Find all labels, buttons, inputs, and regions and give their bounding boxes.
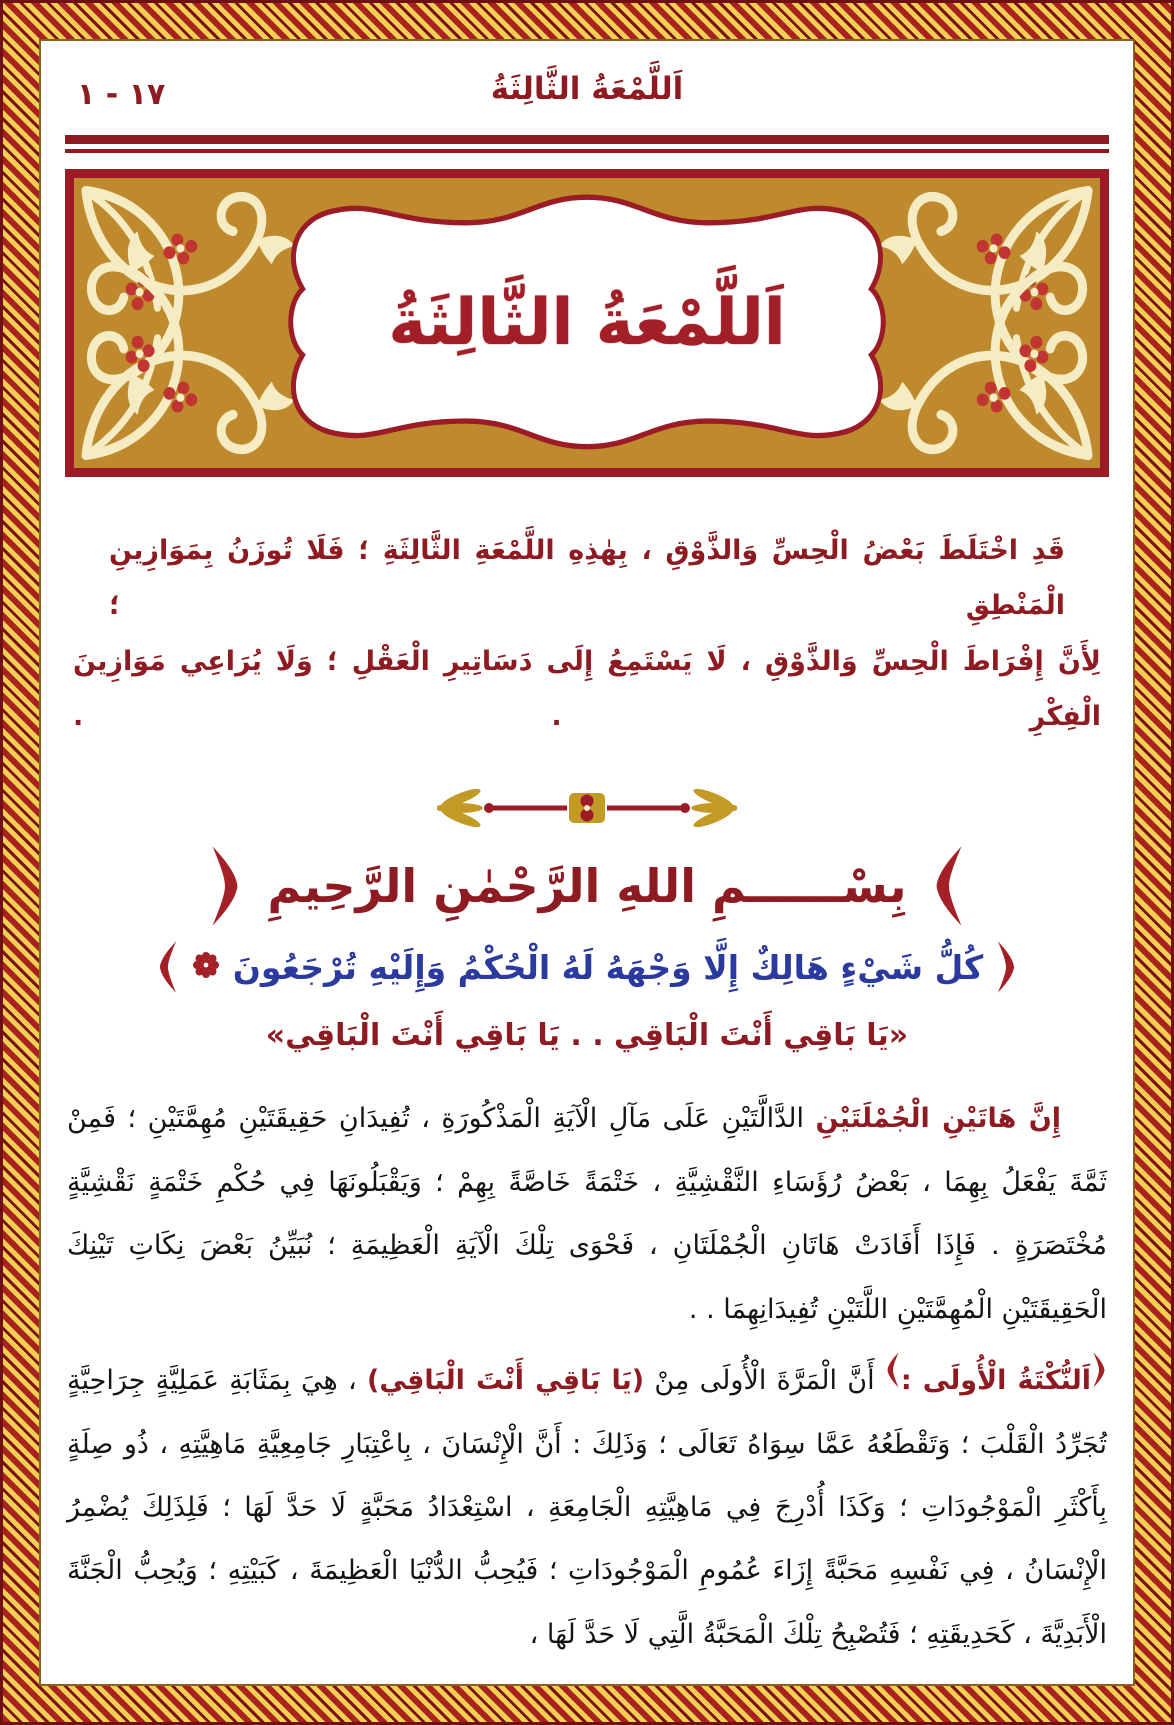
inline-quote: (يَا بَاقِي أَنْتَ الْبَاقِي) [367,1365,645,1397]
ornate-bracket-icon [995,938,1017,996]
paragraph-text: ، هِيَ بِمَثَابَةِ عَمَلِيَّةٍ جِرَاحِيَّةٍ تُجَرِّدُ الْقَلْبَ ؛ وَتَقْطَعُهُ عَمَّا سِوَاهُ تَعَالَى ؛ وَذَلِكَ : أَنَّ الْإِنْسَانَ ، بِاعْتِبَارِ جَامِعِيَّةِ مَاهِيَّتِهِ ، ذُو صِلَةٍ بِأَكْثَرِ الْمَوْجُودَاتِ ؛ وَكَذَا أُدْرِجَ فِي مَاهِيَّتِهِ الْجَامِعَةِ ، اسْتِعْدَادُ مَحَبَّةٍ لَا حَدَّ لَهَا ؛ فَلِذَلِكَ يُضْمِرُ الْإِنْسَانُ ، فِي نَفْسِهِ مَحَبَّةً إِزَاءَ عُمُومِ الْمَوْجُودَاتِ ؛ فَيُحِبُّ الدُّنْيَا الْعَظِيمَةَ ، كَبَيْتِهِ ؛ وَيُحِبُّ الْجَنَّةَ الْأَبَدِيَّةَ ، كَحَدِيقَتِهِ ؛ فَتُصْبِحُ تِلْكَ الْمَحَبَّةُ الَّتِي لَا حَدَّ لَهَا ، [67,1365,1107,1650]
page-number: ١٧ - ١ [77,77,166,112]
page-header [65,67,1109,123]
paragraph-lead: إِنَّ هَاتَيْنِ الْجُمْلَتَيْنِ [815,1103,1061,1135]
paragraph-text: أَنَّ الْمَرَّةَ الْأُولَى مِنْ [644,1365,885,1397]
double-rule-divider [65,135,1109,153]
verse-rosette-icon [193,952,219,982]
paragraph-text: الدَّالَّتَيْنِ عَلَى مَآلِ الْآيَةِ الْمَذْكُورَةِ ، تُفِيدَانِ حَقِيقَتَيْنِ مُهِمَّتَيْنِ ؛ فَمِنْ ثَمَّةَ يَفْعَلُ بِهِمَا ، بَعْضُ رُؤَسَاءِ النَّقْشِيَّةِ ، خَتْمَةً خَاصَّةً بِهِمْ ؛ وَيَقْبَلُونَهَا فِي حُكْمِ خَتْمَةٍ نَقْشِيَّةٍ مُخْتَصَرَةٍ . فَإِذَا أَفَادَتْ هَاتَانِ الْجُمْلَتَانِ ، فَحْوَى تِلْكَ الْآيَةِ الْعَظِيمَةِ ؛ نُبَيِّنُ بَعْضَ نِكَاتِ تَيْنِكَ الْحَقِيقَتَيْنِ الْمُهِمَّتَيْنِ اللَّتَيْنِ تُفِيدَانِهِمَا . . [67,1103,1107,1325]
leaf-scroll-divider-icon [437,786,737,830]
invocation-line: «يَا بَاقِي أَنْتَ الْبَاقِي . . يَا بَاقِي أَنْتَ الْبَاقِي» [265,1018,909,1054]
ornate-bracket-icon [1091,1351,1107,1389]
intro-line-1: قَدِ اخْتَلَطَ بَعْضُ الْحِسِّ وَالذَّوْقِ ، بِهٰذِهِ اللَّمْعَةِ الثَّالِثَةِ ؛ فَلَا تُوزَنُ بِمَوَازِينِ الْمَنْطِقِ ؛ [109,535,1065,622]
intro-line-2: لِأَنَّ إِفْرَاطَ الْحِسِّ وَالذَّوْقِ ، لَا يَسْتَمِعُ إِلَى دَسَاتِيرِ الْعَقْلِ ؛ وَلَا يُرَاعِي مَوَازِينَ الْفِكْرِ . . [73,645,1101,733]
quran-verse-line [65,938,1109,996]
ornate-title-box [65,169,1109,477]
quran-verse-text: كُلُّ شَيْءٍ هَالِكٌ إِلَّا وَجْهَهُ لَهُ الْحُكْمُ وَإِلَيْهِ تُرْجَعُونَ [232,947,984,987]
body-paragraph-1 [67,1087,1107,1341]
nukta-heading: اَلنُّكْتَةُ الْأُولَى : [900,1365,1092,1397]
body-paragraph-2 [67,1349,1107,1666]
page-sheet [39,39,1135,1686]
box-title: اَللَّمْعَةُ الثَّالِثَةُ [388,286,786,360]
ornate-bracket-icon [208,842,242,930]
header-title: اَللَّمْعَةُ الثَّالِثَةُ [490,71,684,107]
basmala-line [65,842,1109,930]
intro-paragraph [65,523,1109,744]
basmala-text: بِسْــــــمِ اللهِ الرَّحْمٰنِ الرَّحِيمِ [267,859,907,914]
ornate-bracket-icon [157,938,179,996]
ornate-bracket-icon [932,842,966,930]
ornamental-divider [65,786,1109,834]
ornate-bracket-icon [885,1351,901,1389]
